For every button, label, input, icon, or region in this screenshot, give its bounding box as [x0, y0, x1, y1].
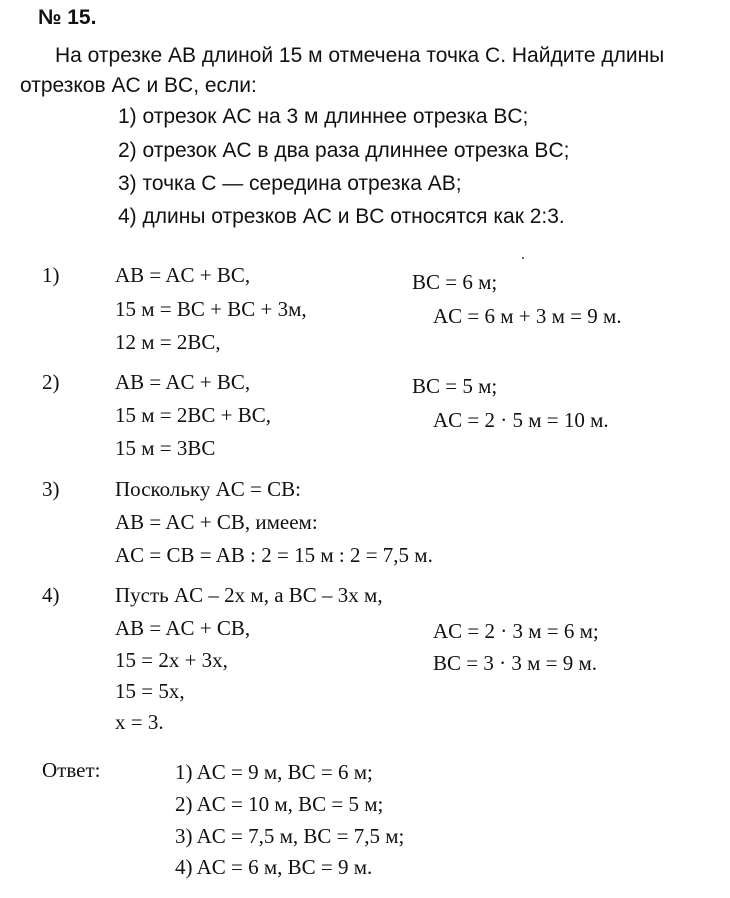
solution-2-result-2: AC = 2 · 5 м = 10 м.	[433, 408, 609, 432]
solution-4-label: 4)	[42, 583, 60, 607]
answer-label: Ответ:	[42, 758, 101, 782]
solution-1-result-1: BC = 6 м;	[412, 270, 498, 294]
solution-2-line-1: AB = AC + BC,	[115, 370, 251, 394]
condition-3: 3) точка C — середина отрезка AB;	[118, 172, 462, 195]
solution-2-line-2: 15 м = 2BC + BC,	[115, 403, 272, 427]
solution-1-line-2: 15 м = BC + BC + 3м,	[115, 297, 307, 321]
condition-4: 4) длины отрезков AC и BC относятся как 2:3.	[118, 205, 565, 228]
solution-4-result-1: AC = 2 · 3 м = 6 м;	[433, 619, 599, 643]
solution-4-result-2: BC = 3 · 3 м = 9 м.	[433, 651, 598, 675]
solution-2-line-3: 15 м = 3BC	[115, 436, 216, 460]
solution-3-label: 3)	[42, 477, 60, 501]
answer-item-4: 4) AC = 6 м, BC = 9 м.	[175, 855, 373, 879]
solution-2-label: 2)	[42, 370, 60, 394]
solution-4-line-3: 15 = 2x + 3x,	[115, 648, 228, 672]
solution-3-line-1: Поскольку AC = CB:	[115, 477, 301, 501]
solution-3-line-3: AC = CB = AB : 2 = 15 м : 2 = 7,5 м.	[115, 543, 433, 567]
solution-4-line-1: Пусть AC – 2x м, а BC – 3x м,	[115, 583, 383, 607]
solution-2-result-1: BC = 5 м;	[412, 374, 498, 398]
answer-item-1: 1) AC = 9 м, BC = 6 м;	[175, 760, 373, 784]
solution-4-line-5: x = 3.	[115, 710, 164, 734]
condition-1: 1) отрезок AC на 3 м длиннее отрезка BC;	[118, 105, 529, 128]
solution-4-line-4: 15 = 5x,	[115, 679, 185, 703]
solution-1-result-2: AC = 6 м + 3 м = 9 м.	[433, 304, 622, 328]
problem-statement-line-1: На отрезке AB длиной 15 м отмечена точка C. Найдите длины	[55, 44, 665, 67]
condition-2: 2) отрезок AC в два раза длиннее отрезка BC;	[118, 139, 570, 162]
answer-item-3: 3) AC = 7,5 м, BC = 7,5 м;	[175, 824, 405, 848]
solution-1-label: 1)	[42, 263, 60, 287]
answer-item-2: 2) AC = 10 м, BC = 5 м;	[175, 792, 384, 816]
solution-4-line-2: AB = AC + CB,	[115, 616, 251, 640]
problem-statement-line-2: отрезков AC и BC, если:	[20, 74, 257, 97]
problem-number: № 15.	[38, 6, 97, 29]
solution-1-line-1: AB = AC + BC,	[115, 263, 251, 287]
scan-speck	[522, 257, 524, 259]
solution-1-line-3: 12 м = 2BC,	[115, 330, 221, 354]
solution-3-line-2: AB = AC + CB, имеем:	[115, 510, 318, 534]
